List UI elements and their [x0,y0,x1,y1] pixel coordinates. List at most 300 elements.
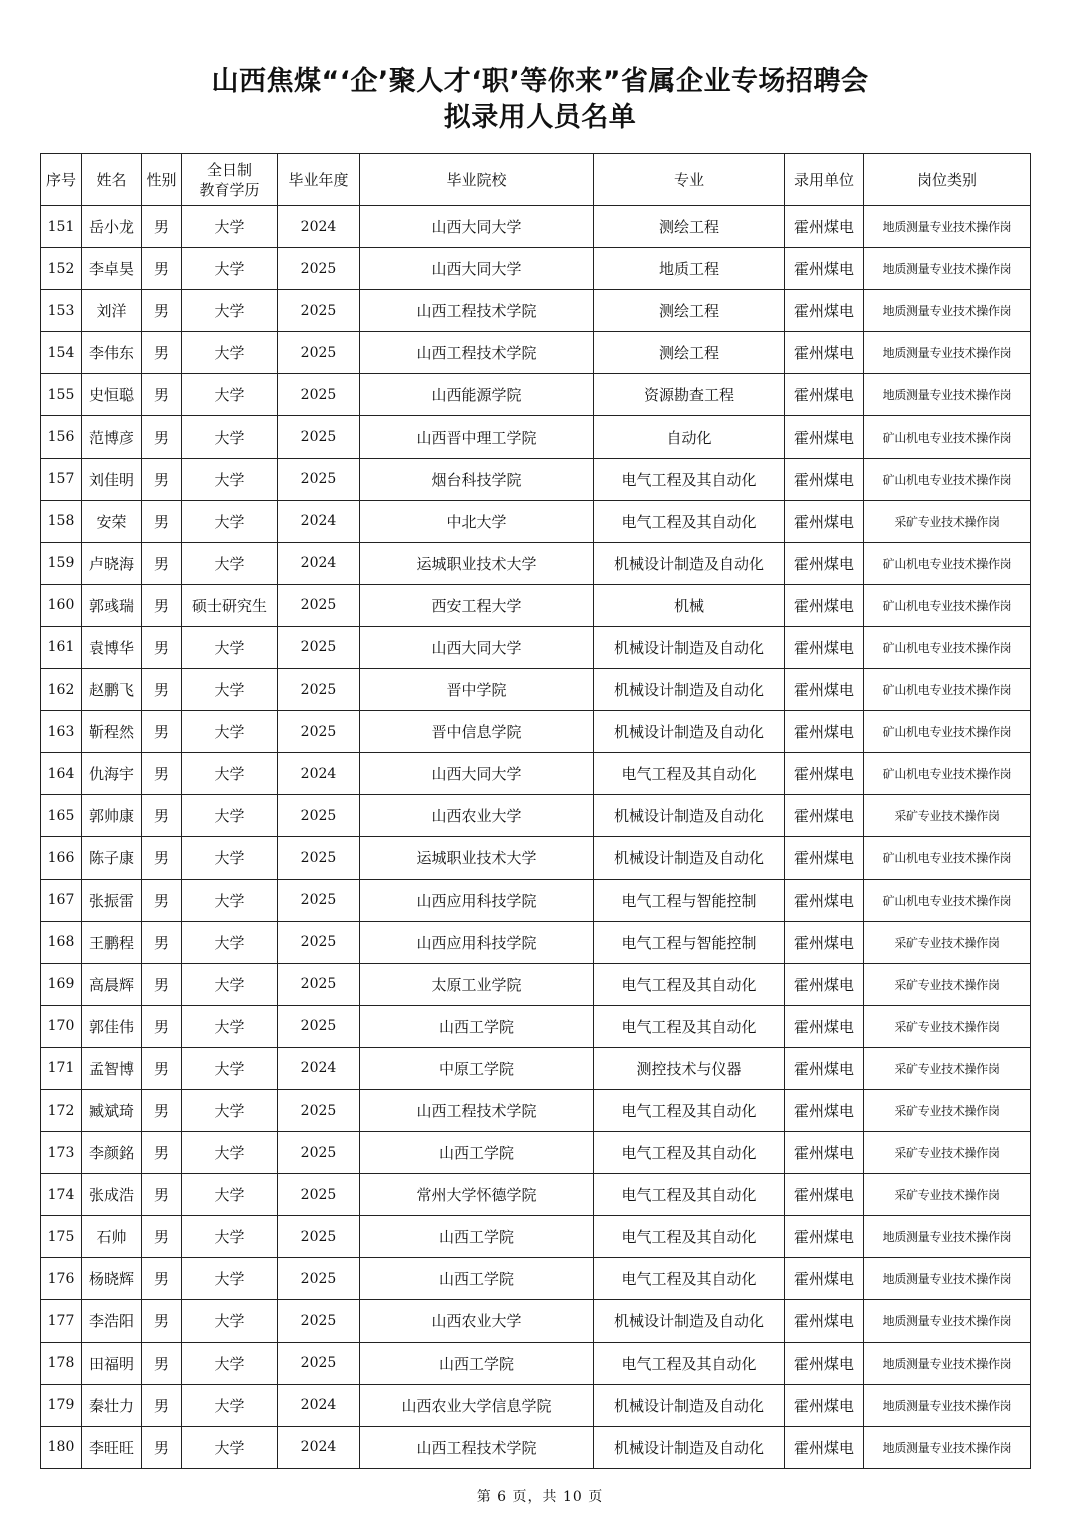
cell-name: 李伟东 [82,332,142,374]
cell-education: 大学 [182,416,278,458]
cell-school: 常州大学怀德学院 [360,1174,594,1216]
cell-major: 机械设计制造及自动化 [594,711,785,753]
cell-education: 硕士研究生 [182,584,278,626]
document-title [0,64,1080,136]
cell-employer: 霍州煤电 [785,1005,864,1047]
cell-education: 大学 [182,837,278,879]
cell-gender: 男 [142,1426,182,1468]
cell-major: 电气工程及其自动化 [594,1005,785,1047]
table-row [41,416,1031,458]
cell-post: 采矿专业技术操作岗 [864,1132,1031,1174]
col-header-name: 姓名 [82,154,142,206]
cell-gender: 男 [142,963,182,1005]
cell-post: 地质测量专业技术操作岗 [864,1426,1031,1468]
cell-major: 机械设计制造及自动化 [594,626,785,668]
cell-employer: 霍州煤电 [785,1216,864,1258]
cell-name: 范博彦 [82,416,142,458]
cell-index: 152 [41,248,82,290]
cell-school: 山西应用科技学院 [360,879,594,921]
cell-employer: 霍州煤电 [785,1258,864,1300]
cell-index: 153 [41,290,82,332]
cell-post: 地质测量专业技术操作岗 [864,248,1031,290]
cell-education: 大学 [182,1174,278,1216]
cell-post: 地质测量专业技术操作岗 [864,1384,1031,1426]
cell-school: 山西农业大学 [360,1300,594,1342]
cell-major: 电气工程及其自动化 [594,753,785,795]
table-row [41,542,1031,584]
table-row [41,1132,1031,1174]
cell-name: 史恒聪 [82,374,142,416]
cell-employer: 霍州煤电 [785,626,864,668]
cell-grad-year: 2025 [278,1342,360,1384]
cell-school: 山西应用科技学院 [360,921,594,963]
cell-index: 155 [41,374,82,416]
cell-grad-year: 2024 [278,753,360,795]
cell-grad-year: 2025 [278,374,360,416]
cell-education: 大学 [182,458,278,500]
cell-name: 张振雷 [82,879,142,921]
cell-post: 矿山机电专业技术操作岗 [864,542,1031,584]
cell-post: 地质测量专业技术操作岗 [864,1342,1031,1384]
cell-school: 山西农业大学 [360,795,594,837]
cell-education: 大学 [182,879,278,921]
cell-education: 大学 [182,1384,278,1426]
cell-name: 刘佳明 [82,458,142,500]
cell-index: 178 [41,1342,82,1384]
cell-name: 张成浩 [82,1174,142,1216]
cell-grad-year: 2025 [278,921,360,963]
cell-grad-year: 2025 [278,711,360,753]
cell-index: 173 [41,1132,82,1174]
col-header-grad-year: 毕业年度 [278,154,360,206]
table-row [41,1047,1031,1089]
cell-education: 大学 [182,1047,278,1089]
cell-gender: 男 [142,879,182,921]
page-footer: 第 6 页，共 10 页 [476,1489,604,1505]
cell-employer: 霍州煤电 [785,837,864,879]
cell-employer: 霍州煤电 [785,248,864,290]
cell-school: 山西工学院 [360,1258,594,1300]
cell-grad-year: 2025 [278,626,360,668]
cell-grad-year: 2025 [278,290,360,332]
cell-post: 矿山机电专业技术操作岗 [864,458,1031,500]
cell-index: 174 [41,1174,82,1216]
cell-post: 矿山机电专业技术操作岗 [864,584,1031,626]
table-row [41,206,1031,248]
cell-post: 采矿专业技术操作岗 [864,500,1031,542]
table-row [41,290,1031,332]
cell-gender: 男 [142,416,182,458]
cell-gender: 男 [142,1216,182,1258]
table-row [41,248,1031,290]
cell-school: 中原工学院 [360,1047,594,1089]
cell-post: 采矿专业技术操作岗 [864,795,1031,837]
cell-post: 地质测量专业技术操作岗 [864,1216,1031,1258]
table-row [41,1426,1031,1468]
table-body [41,206,1031,1469]
cell-major: 电气工程及其自动化 [594,1342,785,1384]
cell-gender: 男 [142,1258,182,1300]
cell-major: 机械设计制造及自动化 [594,1426,785,1468]
cell-index: 164 [41,753,82,795]
cell-major: 测绘工程 [594,290,785,332]
cell-major: 机械 [594,584,785,626]
cell-major: 地质工程 [594,248,785,290]
cell-post: 矿山机电专业技术操作岗 [864,626,1031,668]
cell-school: 山西大同大学 [360,248,594,290]
cell-name: 王鹏程 [82,921,142,963]
cell-name: 郭帅康 [82,795,142,837]
cell-grad-year: 2025 [278,1216,360,1258]
cell-major: 资源勘查工程 [594,374,785,416]
table-row [41,1258,1031,1300]
cell-employer: 霍州煤电 [785,795,864,837]
cell-gender: 男 [142,795,182,837]
cell-employer: 霍州煤电 [785,1089,864,1131]
cell-grad-year: 2024 [278,206,360,248]
cell-index: 158 [41,500,82,542]
cell-employer: 霍州煤电 [785,374,864,416]
cell-grad-year: 2025 [278,458,360,500]
col-header-post: 岗位类别 [864,154,1031,206]
cell-gender: 男 [142,921,182,963]
cell-grad-year: 2024 [278,542,360,584]
table-row [41,1342,1031,1384]
cell-employer: 霍州煤电 [785,753,864,795]
table-row [41,1384,1031,1426]
cell-school: 山西工程技术学院 [360,290,594,332]
cell-employer: 霍州煤电 [785,1300,864,1342]
cell-name: 刘洋 [82,290,142,332]
cell-grad-year: 2025 [278,248,360,290]
cell-school: 晋中学院 [360,669,594,711]
cell-school: 山西工程技术学院 [360,332,594,374]
cell-school: 山西工学院 [360,1005,594,1047]
cell-name: 田福明 [82,1342,142,1384]
cell-post: 矿山机电专业技术操作岗 [864,711,1031,753]
cell-education: 大学 [182,1426,278,1468]
cell-gender: 男 [142,1174,182,1216]
col-header-education: 全日制 教育学历 [182,154,278,206]
cell-gender: 男 [142,837,182,879]
cell-education: 大学 [182,1089,278,1131]
table-row [41,669,1031,711]
cell-school: 山西大同大学 [360,206,594,248]
cell-education: 大学 [182,542,278,584]
cell-education: 大学 [182,795,278,837]
cell-name: 杨晓辉 [82,1258,142,1300]
table-row [41,921,1031,963]
cell-index: 160 [41,584,82,626]
cell-school: 山西农业大学信息学院 [360,1384,594,1426]
cell-name: 陈子康 [82,837,142,879]
table-row [41,837,1031,879]
cell-education: 大学 [182,248,278,290]
cell-education: 大学 [182,290,278,332]
cell-name: 郭彧瑞 [82,584,142,626]
cell-employer: 霍州煤电 [785,1174,864,1216]
cell-index: 170 [41,1005,82,1047]
cell-index: 159 [41,542,82,584]
cell-school: 山西工学院 [360,1132,594,1174]
cell-index: 156 [41,416,82,458]
cell-gender: 男 [142,374,182,416]
cell-name: 赵鹏飞 [82,669,142,711]
cell-gender: 男 [142,626,182,668]
cell-school: 西安工程大学 [360,584,594,626]
cell-school: 山西大同大学 [360,753,594,795]
cell-major: 机械设计制造及自动化 [594,1384,785,1426]
cell-education: 大学 [182,1005,278,1047]
cell-school: 山西工程技术学院 [360,1426,594,1468]
cell-major: 机械设计制造及自动化 [594,1300,785,1342]
cell-name: 袁博华 [82,626,142,668]
cell-education: 大学 [182,1132,278,1174]
cell-index: 167 [41,879,82,921]
cell-index: 179 [41,1384,82,1426]
cell-school: 晋中信息学院 [360,711,594,753]
cell-grad-year: 2024 [278,1047,360,1089]
table-row [41,1300,1031,1342]
cell-education: 大学 [182,500,278,542]
cell-school: 烟台科技学院 [360,458,594,500]
cell-grad-year: 2025 [278,1089,360,1131]
cell-name: 秦壮力 [82,1384,142,1426]
cell-school: 山西能源学院 [360,374,594,416]
cell-major: 电气工程及其自动化 [594,963,785,1005]
table-row [41,584,1031,626]
cell-gender: 男 [142,290,182,332]
cell-employer: 霍州煤电 [785,879,864,921]
cell-gender: 男 [142,1384,182,1426]
cell-major: 机械设计制造及自动化 [594,669,785,711]
col-header-index: 序号 [41,154,82,206]
cell-employer: 霍州煤电 [785,416,864,458]
cell-index: 180 [41,1426,82,1468]
cell-index: 154 [41,332,82,374]
cell-index: 177 [41,1300,82,1342]
cell-post: 地质测量专业技术操作岗 [864,374,1031,416]
cell-name: 石帅 [82,1216,142,1258]
table-row [41,1005,1031,1047]
cell-index: 163 [41,711,82,753]
cell-post: 采矿专业技术操作岗 [864,1174,1031,1216]
table-row [41,374,1031,416]
cell-index: 171 [41,1047,82,1089]
cell-employer: 霍州煤电 [785,332,864,374]
cell-grad-year: 2025 [278,332,360,374]
cell-gender: 男 [142,1005,182,1047]
cell-name: 仇海宇 [82,753,142,795]
cell-school: 太原工业学院 [360,963,594,1005]
cell-grad-year: 2025 [278,1174,360,1216]
cell-major: 电气工程及其自动化 [594,1174,785,1216]
cell-post: 采矿专业技术操作岗 [864,1047,1031,1089]
cell-index: 161 [41,626,82,668]
cell-post: 矿山机电专业技术操作岗 [864,879,1031,921]
cell-name: 郭佳伟 [82,1005,142,1047]
cell-grad-year: 2025 [278,795,360,837]
cell-post: 矿山机电专业技术操作岗 [864,416,1031,458]
cell-index: 168 [41,921,82,963]
cell-education: 大学 [182,669,278,711]
cell-gender: 男 [142,458,182,500]
cell-employer: 霍州煤电 [785,711,864,753]
cell-school: 运城职业技术大学 [360,542,594,584]
cell-gender: 男 [142,1342,182,1384]
table-row [41,332,1031,374]
cell-school: 山西工程技术学院 [360,1089,594,1131]
cell-post: 采矿专业技术操作岗 [864,1089,1031,1131]
table-row [41,795,1031,837]
cell-grad-year: 2024 [278,1384,360,1426]
cell-major: 机械设计制造及自动化 [594,542,785,584]
cell-gender: 男 [142,1089,182,1131]
table-row [41,879,1031,921]
cell-post: 矿山机电专业技术操作岗 [864,837,1031,879]
col-header-school: 毕业院校 [360,154,594,206]
cell-name: 李卓昊 [82,248,142,290]
cell-post: 地质测量专业技术操作岗 [864,206,1031,248]
cell-gender: 男 [142,542,182,584]
cell-employer: 霍州煤电 [785,542,864,584]
table-row [41,1174,1031,1216]
cell-name: 李颜銘 [82,1132,142,1174]
cell-post: 矿山机电专业技术操作岗 [864,669,1031,711]
cell-school: 山西工学院 [360,1216,594,1258]
cell-employer: 霍州煤电 [785,1384,864,1426]
cell-name: 李浩阳 [82,1300,142,1342]
cell-gender: 男 [142,584,182,626]
cell-education: 大学 [182,921,278,963]
cell-post: 地质测量专业技术操作岗 [864,290,1031,332]
cell-employer: 霍州煤电 [785,290,864,332]
cell-major: 电气工程及其自动化 [594,1216,785,1258]
table-row [41,458,1031,500]
cell-major: 电气工程及其自动化 [594,500,785,542]
cell-education: 大学 [182,711,278,753]
col-header-major: 专业 [594,154,785,206]
cell-index: 169 [41,963,82,1005]
cell-name: 卢晓海 [82,542,142,584]
cell-index: 166 [41,837,82,879]
cell-index: 162 [41,669,82,711]
cell-major: 测绘工程 [594,332,785,374]
cell-post: 采矿专业技术操作岗 [864,963,1031,1005]
cell-employer: 霍州煤电 [785,963,864,1005]
cell-post: 地质测量专业技术操作岗 [864,1300,1031,1342]
cell-grad-year: 2025 [278,669,360,711]
cell-employer: 霍州煤电 [785,500,864,542]
title-line-1: 山西焦煤“‘企’聚人才‘职’等你来”省属企业专场招聘会 [211,66,869,97]
cell-employer: 霍州煤电 [785,921,864,963]
table-row [41,626,1031,668]
table-row [41,500,1031,542]
table-row [41,1216,1031,1258]
cell-grad-year: 2025 [278,1258,360,1300]
cell-employer: 霍州煤电 [785,584,864,626]
cell-gender: 男 [142,753,182,795]
cell-index: 151 [41,206,82,248]
cell-gender: 男 [142,1132,182,1174]
cell-education: 大学 [182,1300,278,1342]
cell-gender: 男 [142,1047,182,1089]
cell-index: 157 [41,458,82,500]
cell-post: 地质测量专业技术操作岗 [864,1258,1031,1300]
cell-education: 大学 [182,1216,278,1258]
cell-name: 臧斌琦 [82,1089,142,1131]
cell-employer: 霍州煤电 [785,1132,864,1174]
cell-gender: 男 [142,711,182,753]
cell-major: 电气工程及其自动化 [594,1089,785,1131]
cell-grad-year: 2025 [278,1005,360,1047]
table-row [41,711,1031,753]
table-row [41,753,1031,795]
cell-employer: 霍州煤电 [785,206,864,248]
cell-education: 大学 [182,753,278,795]
cell-major: 电气工程及其自动化 [594,1132,785,1174]
cell-name: 靳程然 [82,711,142,753]
cell-school: 运城职业技术大学 [360,837,594,879]
cell-grad-year: 2025 [278,837,360,879]
cell-education: 大学 [182,1258,278,1300]
cell-name: 安荣 [82,500,142,542]
cell-name: 孟智博 [82,1047,142,1089]
cell-gender: 男 [142,500,182,542]
cell-gender: 男 [142,669,182,711]
cell-education: 大学 [182,963,278,1005]
cell-education: 大学 [182,1342,278,1384]
cell-major: 测绘工程 [594,206,785,248]
cell-grad-year: 2024 [278,1426,360,1468]
table-row [41,963,1031,1005]
cell-major: 机械设计制造及自动化 [594,837,785,879]
cell-gender: 男 [142,332,182,374]
table-header-row [41,154,1031,206]
cell-name: 高晨辉 [82,963,142,1005]
cell-employer: 霍州煤电 [785,669,864,711]
hiring-roster-table [40,153,1031,1469]
cell-index: 176 [41,1258,82,1300]
col-header-gender: 性别 [142,154,182,206]
cell-gender: 男 [142,1300,182,1342]
cell-major: 自动化 [594,416,785,458]
cell-index: 172 [41,1089,82,1131]
cell-post: 矿山机电专业技术操作岗 [864,753,1031,795]
cell-major: 电气工程及其自动化 [594,458,785,500]
cell-index: 165 [41,795,82,837]
cell-employer: 霍州煤电 [785,458,864,500]
cell-name: 岳小龙 [82,206,142,248]
cell-grad-year: 2025 [278,416,360,458]
cell-education: 大学 [182,206,278,248]
table-row [41,1089,1031,1131]
cell-grad-year: 2025 [278,963,360,1005]
col-header-employer: 录用单位 [785,154,864,206]
cell-employer: 霍州煤电 [785,1426,864,1468]
cell-post: 采矿专业技术操作岗 [864,921,1031,963]
cell-name: 李旺旺 [82,1426,142,1468]
cell-major: 电气工程及其自动化 [594,1258,785,1300]
cell-school: 山西大同大学 [360,626,594,668]
cell-employer: 霍州煤电 [785,1342,864,1384]
cell-grad-year: 2025 [278,1300,360,1342]
cell-education: 大学 [182,626,278,668]
cell-major: 电气工程与智能控制 [594,879,785,921]
cell-school: 山西工学院 [360,1342,594,1384]
cell-post: 采矿专业技术操作岗 [864,1005,1031,1047]
cell-major: 机械设计制造及自动化 [594,795,785,837]
